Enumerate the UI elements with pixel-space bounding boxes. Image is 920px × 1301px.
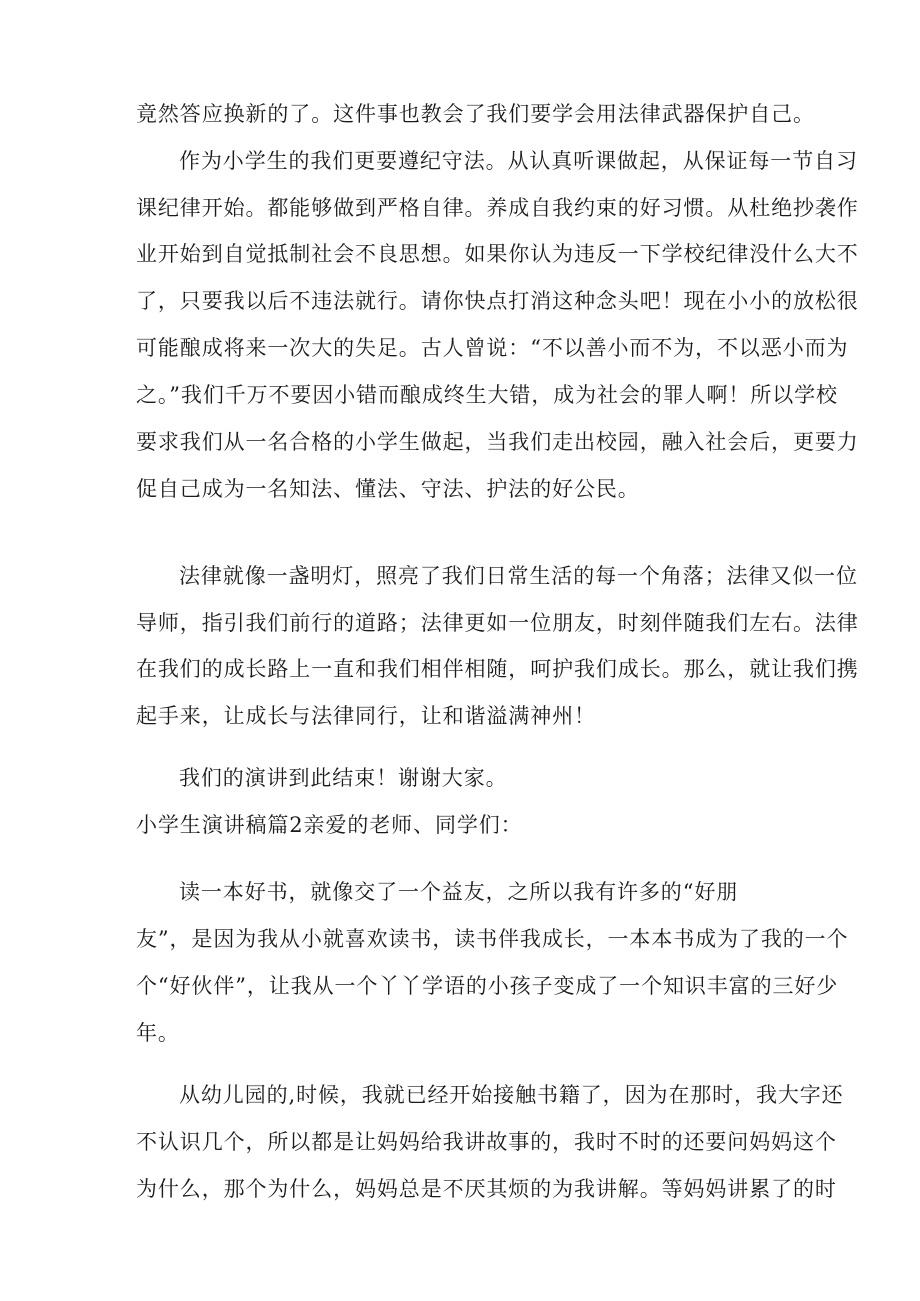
paragraph-line: 为什么，那个为什么，妈妈总是不厌其烦的为我讲解。等妈妈讲累了的时 [136,1177,837,1201]
paragraph-line: 在我们的成长路上一直和我们相伴相随，呵护我们成长。那么，就让我们携 [136,657,859,681]
paragraph-line: 法律就像一盏明灯，照亮了我们日常生活的每一个角落；法律又似一位 [179,564,858,588]
paragraph-line: 友”，是因为我从小就喜欢读书，读书伴我成长，一本本书成为了我的一个 [136,927,849,951]
section-heading: 小学生演讲稿篇2亲爱的老师、同学们： [136,813,523,837]
paragraph-line: 读一本好书，就像交了一个益友，之所以我有许多的“好朋 [179,880,739,904]
paragraph-line: 作为小学生的我们更要遵纪守法。从认真听课做起，从保证每一节自习 [179,149,858,173]
paragraph-line: 从幼儿园的,时候，我就已经开始接触书籍了，因为在那时，我大字还 [179,1083,844,1107]
paragraph-line: 业开始到自觉抵制社会不良思想。如果你认为违反一下学校纪律没什么大不 [136,242,859,266]
paragraph-line: 可能酿成将来一次大的失足。古人曾说：“不以善小而不为，不以恶小而为 [136,336,849,360]
paragraph-line: 竟然答应换新的了。这件事也教会了我们要学会用法律武器保护自己。 [136,102,815,126]
paragraph-line: 导师，指引我们前行的道路；法律更如一位朋友，时刻伴随我们左右。法律 [136,611,859,635]
closing-line: 我们的演讲到此结束！谢谢大家。 [179,766,508,790]
paragraph-line: 起手来，让成长与法律同行，让和谐溢满神州！ [136,704,596,728]
paragraph-line: 要求我们从一名合格的小学生做起，当我们走出校园，融入社会后，更要力 [136,430,859,454]
paragraph-line: 年。 [136,1021,180,1045]
paragraph-line: 之。”我们千万不要因小错而酿成终生大错，成为社会的罪人啊！所以学校 [136,383,838,407]
paragraph-line: 个“好伙伴”，让我从一个丫丫学语的小孩子变成了一个知识丰富的三好少 [136,974,839,998]
paragraph-line: 不认识几个，所以都是让妈妈给我讲故事的，我时不时的还要问妈妈这个 [136,1130,837,1154]
paragraph-line: 课纪律开始。都能够做到严格自律。养成自我约束的好习惯。从杜绝抄袭作 [136,196,859,220]
paragraph-line: 促自己成为一名知法、懂法、守法、护法的好公民。 [136,477,640,501]
paragraph-line: 了，只要我以后不违法就行。请你快点打消这种念头吧！现在小小的放松很 [136,289,859,313]
